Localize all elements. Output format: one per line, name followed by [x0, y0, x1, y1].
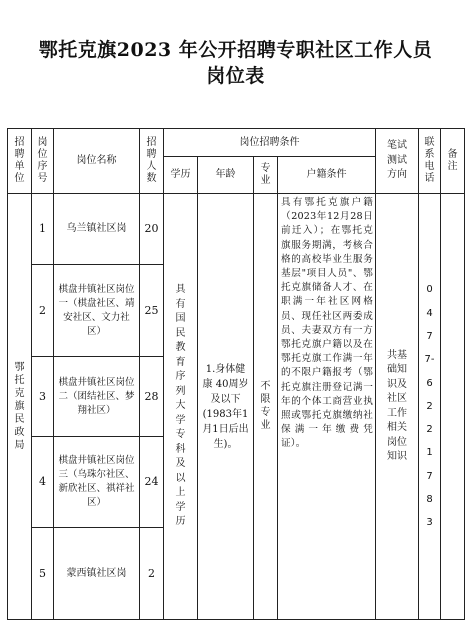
- position-table: [7, 128, 465, 620]
- page-title: 鄂托克旗2023 年公开招聘专职社区工作人员: [38, 39, 433, 61]
- row-count: 28: [140, 357, 164, 437]
- page-subtitle: 岗位表: [206, 65, 265, 87]
- unit-cell: 鄂托克旗民政局: [8, 194, 32, 620]
- row-position-name: 棋盘井镇社区岗位一（棋盘社区、靖安社区、文力社区）: [54, 265, 140, 357]
- header-exam: 笔试测试方向: [376, 129, 419, 194]
- header-remark: 备注: [441, 129, 465, 194]
- header-phone: 联系电话: [419, 129, 441, 194]
- header-education: 学历: [164, 157, 198, 194]
- row-seq: 1: [32, 194, 54, 265]
- header-row-1: [8, 129, 465, 157]
- row-seq: 5: [32, 528, 54, 620]
- header-huji: 户籍条件: [278, 157, 376, 194]
- row-seq: 2: [32, 265, 54, 357]
- row-count: 24: [140, 437, 164, 528]
- header-conditions: 岗位招聘条件: [164, 129, 376, 157]
- row-seq: 4: [32, 437, 54, 528]
- row-seq: 3: [32, 357, 54, 437]
- header-position: 岗位名称: [54, 129, 140, 194]
- remark-cell: [441, 194, 465, 620]
- row-position-name: 乌兰镇社区岗: [54, 194, 140, 265]
- table-row: [8, 194, 465, 265]
- row-position-name: 棋盘井镇社区岗位三（乌珠尔社区、新欣社区、祺祥社区）: [54, 437, 140, 528]
- header-unit: 招聘单位: [8, 129, 32, 194]
- age-cell: 1.身体健康 40周岁及以下 (1983年1月1日后出生)。: [198, 194, 254, 620]
- row-position-name: 蒙西镇社区岗: [54, 528, 140, 620]
- phone-cell: 0477-6221783: [419, 194, 441, 620]
- header-age: 年龄: [198, 157, 254, 194]
- huji-cell: 具有鄂托克旗户籍（2023年12月28日前迁入）；在鄂托克旗服务期满，考核合格的高校毕业生服务基层"项目人员"、鄂托克旗储备人才、在职满一年社区网格员、现任社区两委成员、夫妻双方有一方鄂托克旗户籍以及在鄂托克旗工作满一年的不限户籍报考（鄂托克旗注册登记满一年的个体工商营业执照或鄂托克旗缴纳社保满一年缴费凭证）。: [278, 194, 376, 620]
- row-count: 25: [140, 265, 164, 357]
- row-count: 20: [140, 194, 164, 265]
- header-seq: 岗位序号: [32, 129, 54, 194]
- row-count: 2: [140, 528, 164, 620]
- education-cell: 具有国民教育序列大学专科及以上学历: [164, 194, 198, 620]
- header-major: 专业: [254, 157, 278, 194]
- major-cell: 不限专业: [254, 194, 278, 620]
- exam-cell: 共基础知识及社区工作相关岗位知识: [376, 194, 419, 620]
- row-position-name: 棋盘井镇社区岗位二（团结社区、梦翔社区）: [54, 357, 140, 437]
- header-count: 招聘人数: [140, 129, 164, 194]
